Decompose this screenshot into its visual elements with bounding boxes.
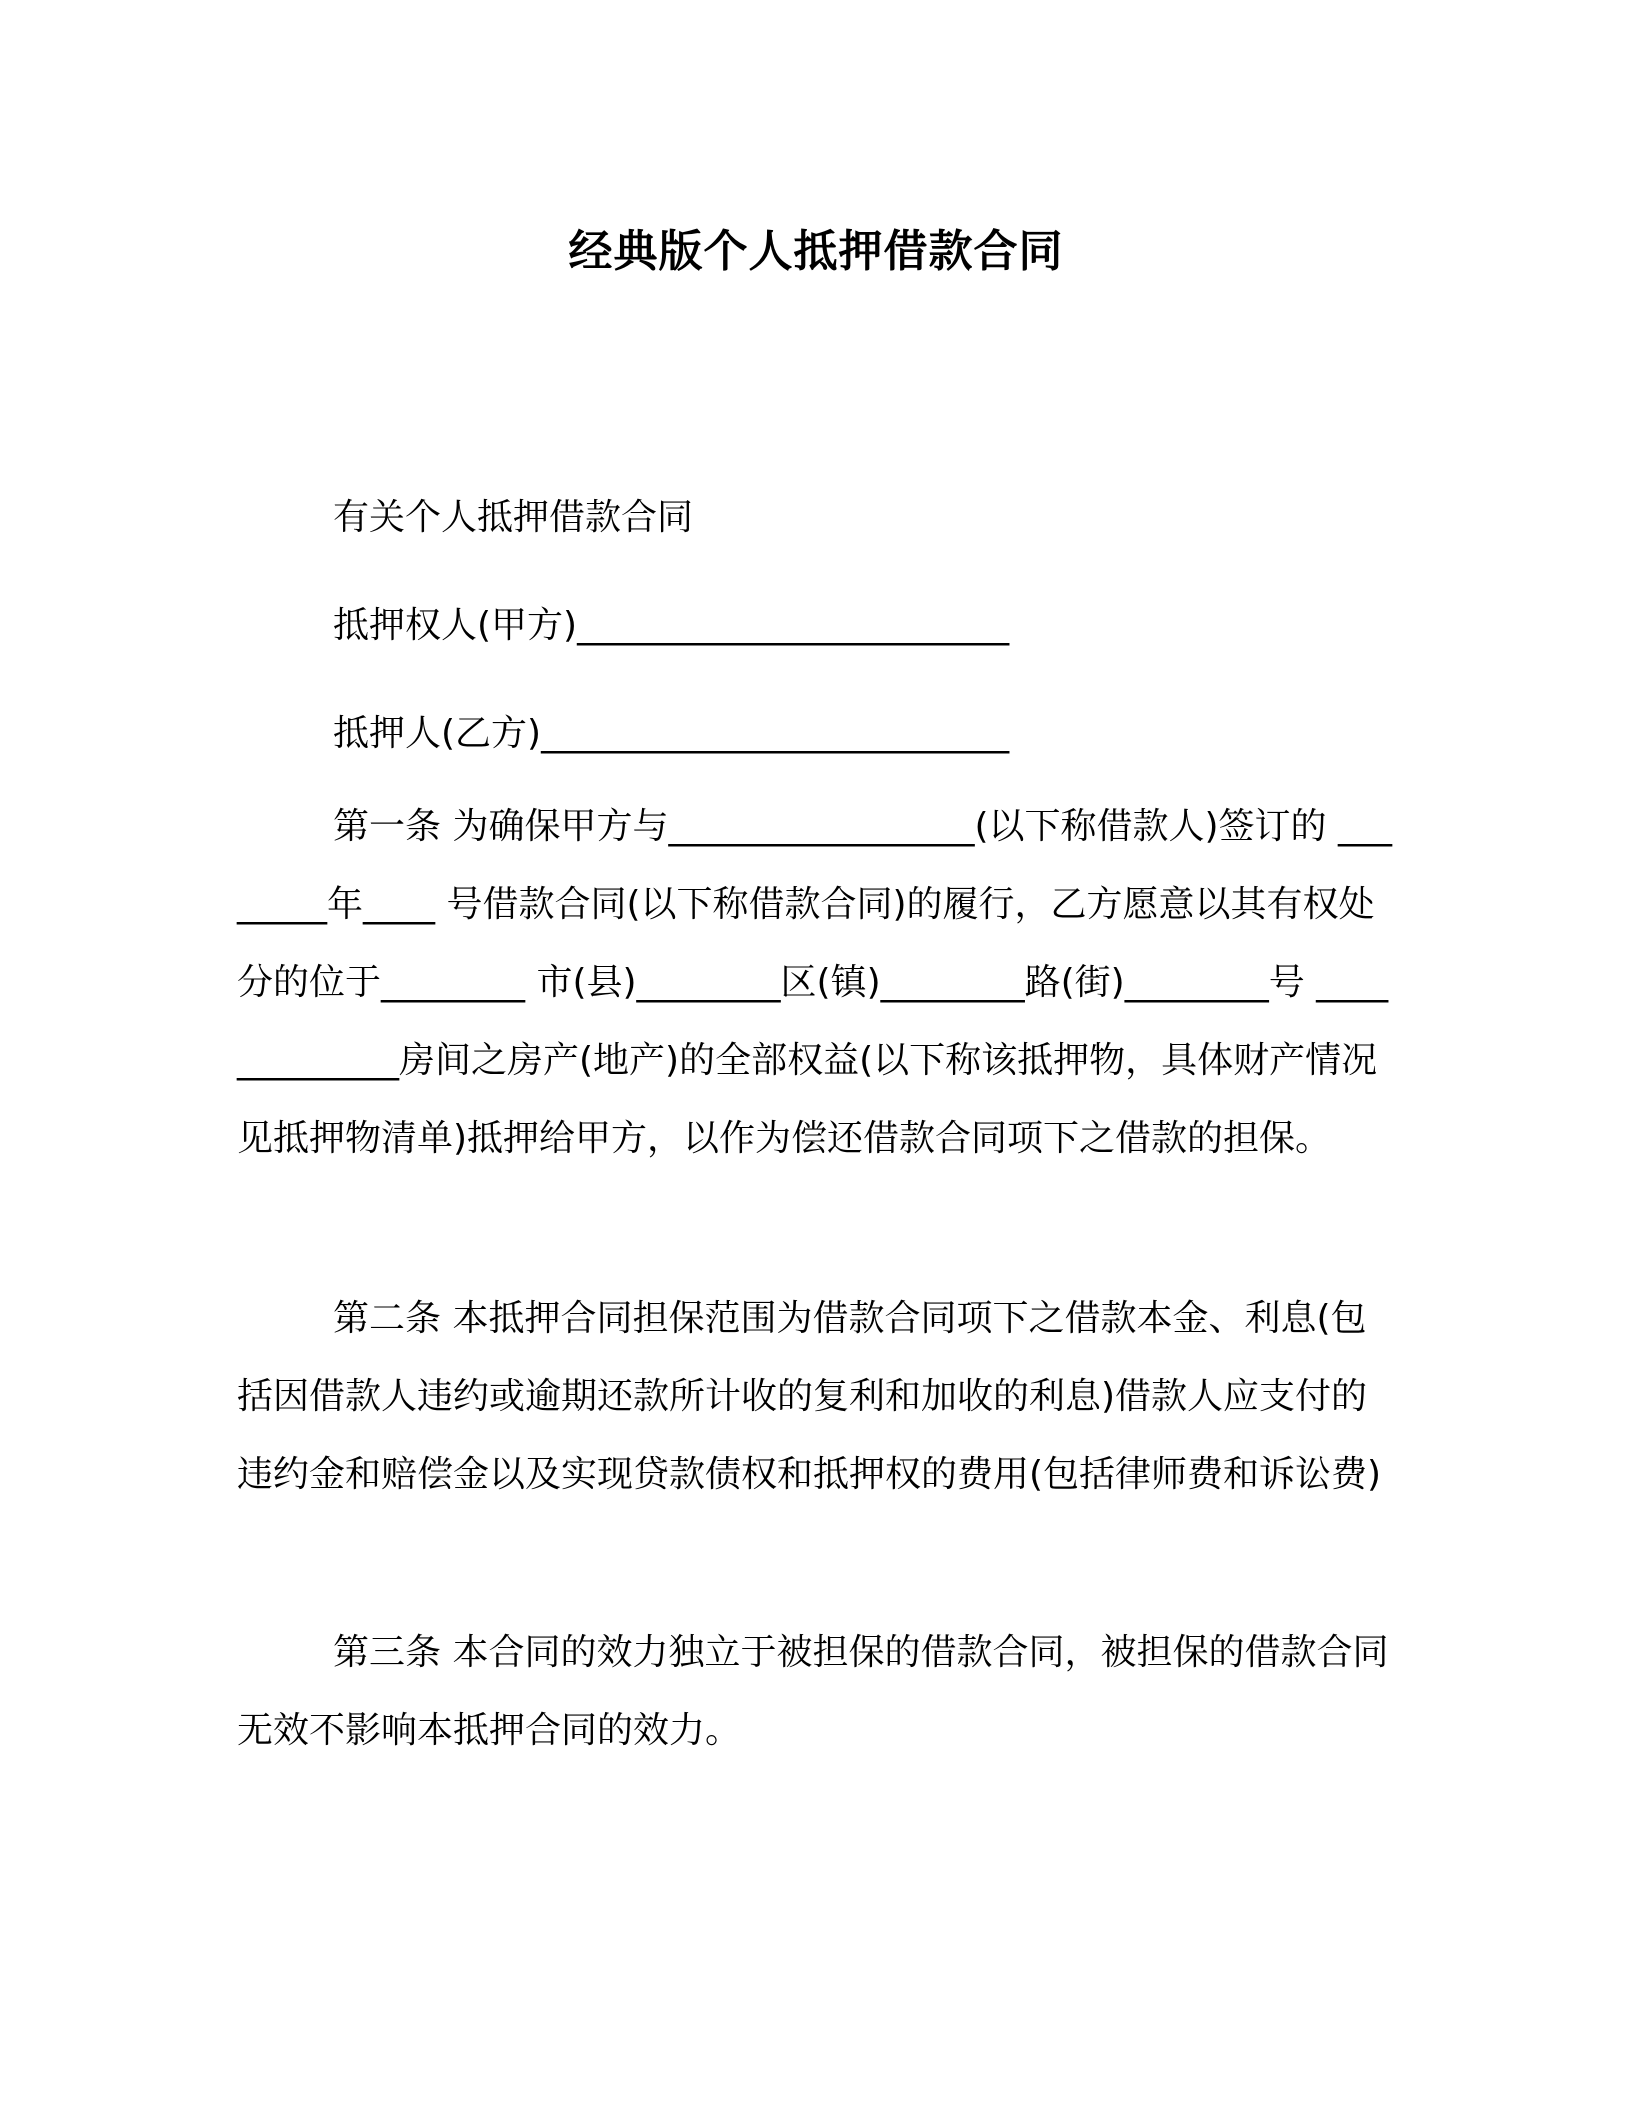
- document-title: 经典版个人抵押借款合同: [568, 226, 1064, 277]
- article-3: 第三条 本合同的效力独立于被担保的借款合同，被担保的借款合同无效不影响本抵押合同的效力。: [237, 1632, 1389, 1751]
- article-1: 第一条 为确保甲方与_________________(以下称借款人)签订的 ________年____ 号借款合同(以下称借款合同)的履行，乙方愿意以其有权处分的位于________ 市(县)________区(镇)________路(街)________号 _____________房间之房产(地产)的全部权益(以下称该抵押物，具体财产情况见抵押物清单)抵押给甲方，以作为偿还借款合同项下之借款的担保。: [237, 806, 1392, 1159]
- party-b-line: 抵押人(乙方)__________________________: [333, 713, 1010, 754]
- party-a-line: 抵押权人(甲方)________________________: [333, 605, 1010, 646]
- article-2: 第二条 本抵押合同担保范围为借款合同项下之借款本金、利息(包括因借款人违约或逾期还款所计收的复利和加收的利息)借款人应支付的违约金和赔偿金以及实现贷款债权和抵押权的费用(包括律师费和诉讼费): [237, 1298, 1382, 1495]
- document-subtitle: 有关个人抵押借款合同: [333, 497, 694, 538]
